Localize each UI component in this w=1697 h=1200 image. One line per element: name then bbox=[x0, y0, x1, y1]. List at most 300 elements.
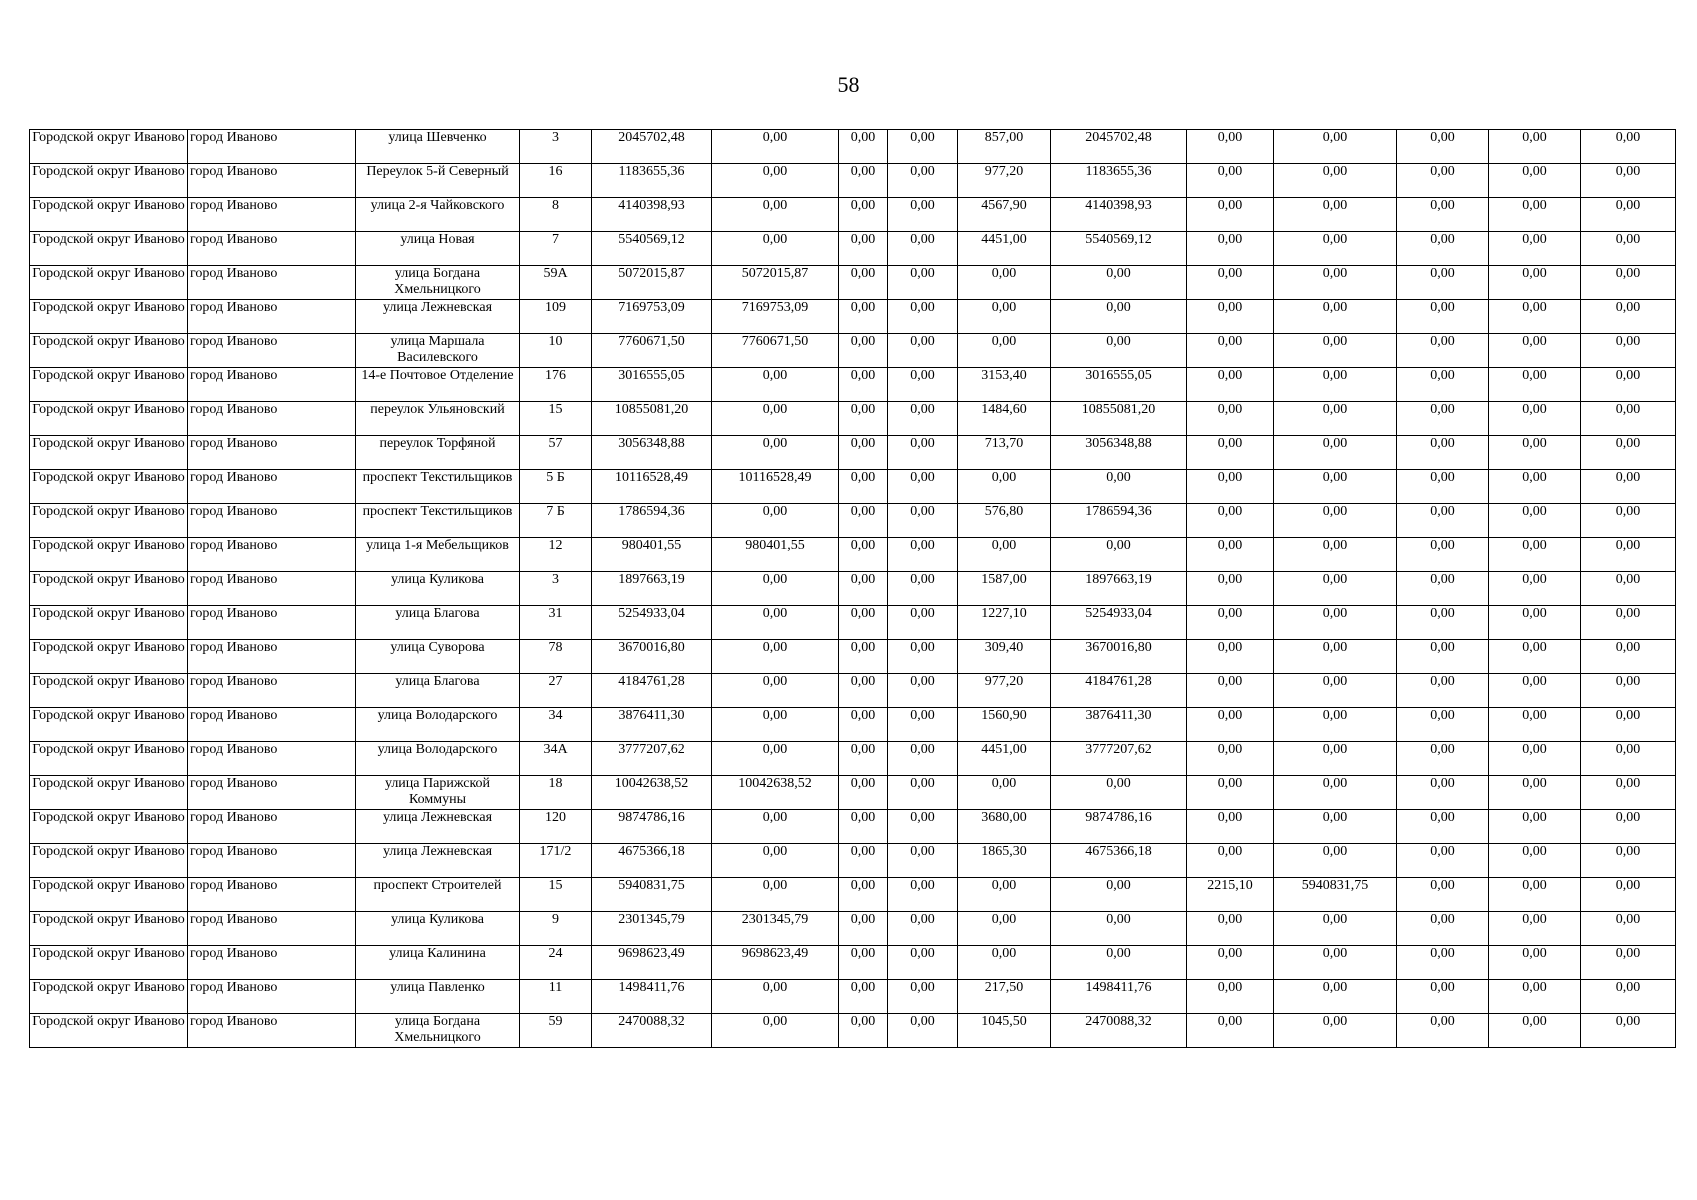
cell-house-number: 59 bbox=[520, 1014, 592, 1048]
cell-col-10-value: 0,00 bbox=[1051, 878, 1187, 912]
cell-col-14-value: 0,00 bbox=[1489, 572, 1581, 606]
cell-municipality: Городской округ Иваново bbox=[30, 844, 188, 878]
cell-col-7-value: 0,00 bbox=[839, 776, 888, 810]
page-number: 58 bbox=[837, 72, 860, 97]
cell-col-11-value: 0,00 bbox=[1187, 368, 1274, 402]
cell-col-6-value: 2301345,79 bbox=[712, 912, 839, 946]
cell-col-15-value: 0,00 bbox=[1581, 266, 1676, 300]
cell-col-12-value: 0,00 bbox=[1274, 776, 1397, 810]
cell-col-13-value: 0,00 bbox=[1397, 572, 1489, 606]
cell-col-13-value: 0,00 bbox=[1397, 232, 1489, 266]
table-row bbox=[30, 504, 1676, 538]
cell-col-12-value: 0,00 bbox=[1274, 130, 1397, 164]
table-row bbox=[30, 844, 1676, 878]
cell-col-6-value: 0,00 bbox=[712, 708, 839, 742]
cell-total-cost: 1183655,36 bbox=[592, 164, 712, 198]
cell-area: 576,80 bbox=[958, 504, 1051, 538]
table-row bbox=[30, 1014, 1676, 1048]
cell-col-13-value: 0,00 bbox=[1397, 946, 1489, 980]
cell-col-6-value: 0,00 bbox=[712, 436, 839, 470]
table-row bbox=[30, 674, 1676, 708]
cell-col-8-value: 0,00 bbox=[888, 504, 958, 538]
cell-settlement: город Иваново bbox=[188, 266, 356, 300]
cell-settlement: город Иваново bbox=[188, 776, 356, 810]
cell-col-7-value: 0,00 bbox=[839, 300, 888, 334]
cell-col-11-value: 0,00 bbox=[1187, 402, 1274, 436]
cell-col-10-value: 1498411,76 bbox=[1051, 980, 1187, 1014]
cell-street: улица 1-я Мебельщиков bbox=[356, 538, 520, 572]
cell-col-7-value: 0,00 bbox=[839, 708, 888, 742]
cell-col-8-value: 0,00 bbox=[888, 470, 958, 504]
cell-col-10-value: 3777207,62 bbox=[1051, 742, 1187, 776]
cell-settlement: город Иваново bbox=[188, 946, 356, 980]
cell-street: Переулок 5-й Северный bbox=[356, 164, 520, 198]
cell-col-11-value: 0,00 bbox=[1187, 538, 1274, 572]
cell-col-8-value: 0,00 bbox=[888, 538, 958, 572]
cell-house-number: 7 bbox=[520, 232, 592, 266]
cell-settlement: город Иваново bbox=[188, 198, 356, 232]
cell-col-8-value: 0,00 bbox=[888, 368, 958, 402]
cell-street: улица Новая bbox=[356, 232, 520, 266]
cell-col-12-value: 0,00 bbox=[1274, 912, 1397, 946]
cell-settlement: город Иваново bbox=[188, 436, 356, 470]
cell-street: улица Володарского bbox=[356, 742, 520, 776]
cell-area: 713,70 bbox=[958, 436, 1051, 470]
table-row bbox=[30, 538, 1676, 572]
cell-municipality: Городской округ Иваново bbox=[30, 198, 188, 232]
cell-col-13-value: 0,00 bbox=[1397, 1014, 1489, 1048]
cell-col-12-value: 0,00 bbox=[1274, 164, 1397, 198]
cell-col-10-value: 5254933,04 bbox=[1051, 606, 1187, 640]
cell-settlement: город Иваново bbox=[188, 232, 356, 266]
cell-street: улица Богдана Хмельницкого bbox=[356, 266, 520, 300]
cell-municipality: Городской округ Иваново bbox=[30, 1014, 188, 1048]
cell-street: улица Калинина bbox=[356, 946, 520, 980]
cell-col-12-value: 0,00 bbox=[1274, 980, 1397, 1014]
cell-settlement: город Иваново bbox=[188, 606, 356, 640]
cell-area: 977,20 bbox=[958, 674, 1051, 708]
cell-settlement: город Иваново bbox=[188, 334, 356, 368]
cell-col-13-value: 0,00 bbox=[1397, 402, 1489, 436]
cell-street: улица Куликова bbox=[356, 572, 520, 606]
cell-col-10-value: 0,00 bbox=[1051, 470, 1187, 504]
cell-col-8-value: 0,00 bbox=[888, 266, 958, 300]
cell-area: 0,00 bbox=[958, 912, 1051, 946]
cell-settlement: город Иваново bbox=[188, 164, 356, 198]
cell-col-14-value: 0,00 bbox=[1489, 402, 1581, 436]
table-row bbox=[30, 708, 1676, 742]
cell-col-15-value: 0,00 bbox=[1581, 912, 1676, 946]
cell-area: 4567,90 bbox=[958, 198, 1051, 232]
cell-col-7-value: 0,00 bbox=[839, 368, 888, 402]
cell-settlement: город Иваново bbox=[188, 878, 356, 912]
cell-col-15-value: 0,00 bbox=[1581, 810, 1676, 844]
cell-col-10-value: 2470088,32 bbox=[1051, 1014, 1187, 1048]
cell-municipality: Городской округ Иваново bbox=[30, 946, 188, 980]
cell-house-number: 12 bbox=[520, 538, 592, 572]
cell-col-12-value: 0,00 bbox=[1274, 1014, 1397, 1048]
cell-col-6-value: 0,00 bbox=[712, 164, 839, 198]
cell-col-7-value: 0,00 bbox=[839, 572, 888, 606]
cell-col-15-value: 0,00 bbox=[1581, 198, 1676, 232]
cell-col-8-value: 0,00 bbox=[888, 742, 958, 776]
cell-street: улица Благова bbox=[356, 674, 520, 708]
cell-col-8-value: 0,00 bbox=[888, 912, 958, 946]
cell-col-6-value: 980401,55 bbox=[712, 538, 839, 572]
cell-col-6-value: 7169753,09 bbox=[712, 300, 839, 334]
cell-municipality: Городской округ Иваново bbox=[30, 368, 188, 402]
cell-house-number: 31 bbox=[520, 606, 592, 640]
cell-col-15-value: 0,00 bbox=[1581, 844, 1676, 878]
cell-total-cost: 10116528,49 bbox=[592, 470, 712, 504]
cell-municipality: Городской округ Иваново bbox=[30, 912, 188, 946]
cell-col-13-value: 0,00 bbox=[1397, 674, 1489, 708]
cell-col-14-value: 0,00 bbox=[1489, 980, 1581, 1014]
cell-col-14-value: 0,00 bbox=[1489, 232, 1581, 266]
cell-col-11-value: 0,00 bbox=[1187, 980, 1274, 1014]
cell-col-6-value: 0,00 bbox=[712, 572, 839, 606]
cell-col-8-value: 0,00 bbox=[888, 708, 958, 742]
cell-house-number: 78 bbox=[520, 640, 592, 674]
cell-municipality: Городской округ Иваново bbox=[30, 504, 188, 538]
cell-col-7-value: 0,00 bbox=[839, 130, 888, 164]
cell-area: 1560,90 bbox=[958, 708, 1051, 742]
cell-municipality: Городской округ Иваново bbox=[30, 980, 188, 1014]
cell-col-7-value: 0,00 bbox=[839, 980, 888, 1014]
cell-col-10-value: 1183655,36 bbox=[1051, 164, 1187, 198]
table-row bbox=[30, 776, 1676, 810]
cell-street: проспект Текстильщиков bbox=[356, 470, 520, 504]
cell-col-13-value: 0,00 bbox=[1397, 436, 1489, 470]
cell-col-11-value: 2215,10 bbox=[1187, 878, 1274, 912]
cell-municipality: Городской округ Иваново bbox=[30, 606, 188, 640]
cell-municipality: Городской округ Иваново bbox=[30, 402, 188, 436]
cell-col-10-value: 0,00 bbox=[1051, 334, 1187, 368]
table-row bbox=[30, 266, 1676, 300]
cell-col-12-value: 0,00 bbox=[1274, 606, 1397, 640]
cell-municipality: Городской округ Иваново bbox=[30, 708, 188, 742]
cell-house-number: 171/2 bbox=[520, 844, 592, 878]
cell-street: улица 2-я Чайковского bbox=[356, 198, 520, 232]
cell-col-11-value: 0,00 bbox=[1187, 810, 1274, 844]
cell-street: улица Маршала Василевского bbox=[356, 334, 520, 368]
cell-col-6-value: 0,00 bbox=[712, 674, 839, 708]
cell-settlement: город Иваново bbox=[188, 504, 356, 538]
cell-settlement: город Иваново bbox=[188, 300, 356, 334]
cell-col-10-value: 3016555,05 bbox=[1051, 368, 1187, 402]
table-row bbox=[30, 164, 1676, 198]
cell-col-8-value: 0,00 bbox=[888, 640, 958, 674]
cell-col-8-value: 0,00 bbox=[888, 878, 958, 912]
cell-col-8-value: 0,00 bbox=[888, 776, 958, 810]
cell-settlement: город Иваново bbox=[188, 402, 356, 436]
cell-municipality: Городской округ Иваново bbox=[30, 130, 188, 164]
cell-total-cost: 3056348,88 bbox=[592, 436, 712, 470]
cell-col-8-value: 0,00 bbox=[888, 844, 958, 878]
cell-settlement: город Иваново bbox=[188, 1014, 356, 1048]
cell-municipality: Городской округ Иваново bbox=[30, 232, 188, 266]
cell-col-7-value: 0,00 bbox=[839, 164, 888, 198]
cell-col-13-value: 0,00 bbox=[1397, 504, 1489, 538]
cell-area: 4451,00 bbox=[958, 232, 1051, 266]
cell-col-14-value: 0,00 bbox=[1489, 300, 1581, 334]
table-row bbox=[30, 300, 1676, 334]
cell-col-7-value: 0,00 bbox=[839, 402, 888, 436]
cell-col-13-value: 0,00 bbox=[1397, 164, 1489, 198]
cell-col-15-value: 0,00 bbox=[1581, 436, 1676, 470]
cell-col-8-value: 0,00 bbox=[888, 810, 958, 844]
cell-col-14-value: 0,00 bbox=[1489, 878, 1581, 912]
cell-area: 0,00 bbox=[958, 300, 1051, 334]
cell-house-number: 34А bbox=[520, 742, 592, 776]
cell-col-7-value: 0,00 bbox=[839, 232, 888, 266]
cell-street: 14-е Почтовое Отделение bbox=[356, 368, 520, 402]
cell-col-6-value: 7760671,50 bbox=[712, 334, 839, 368]
cell-col-12-value: 0,00 bbox=[1274, 436, 1397, 470]
cell-col-15-value: 0,00 bbox=[1581, 470, 1676, 504]
cell-area: 0,00 bbox=[958, 946, 1051, 980]
cell-col-13-value: 0,00 bbox=[1397, 300, 1489, 334]
cell-col-15-value: 0,00 bbox=[1581, 572, 1676, 606]
cell-col-15-value: 0,00 bbox=[1581, 674, 1676, 708]
cell-area: 1227,10 bbox=[958, 606, 1051, 640]
cell-col-13-value: 0,00 bbox=[1397, 912, 1489, 946]
cell-total-cost: 5254933,04 bbox=[592, 606, 712, 640]
cell-col-8-value: 0,00 bbox=[888, 334, 958, 368]
cell-total-cost: 7169753,09 bbox=[592, 300, 712, 334]
cell-col-13-value: 0,00 bbox=[1397, 198, 1489, 232]
cell-col-13-value: 0,00 bbox=[1397, 470, 1489, 504]
cell-municipality: Городской округ Иваново bbox=[30, 334, 188, 368]
cell-settlement: город Иваново bbox=[188, 912, 356, 946]
registry-table bbox=[29, 129, 1676, 1048]
table-row bbox=[30, 402, 1676, 436]
cell-house-number: 15 bbox=[520, 402, 592, 436]
cell-settlement: город Иваново bbox=[188, 980, 356, 1014]
cell-settlement: город Иваново bbox=[188, 640, 356, 674]
table-row bbox=[30, 980, 1676, 1014]
cell-col-11-value: 0,00 bbox=[1187, 470, 1274, 504]
cell-col-8-value: 0,00 bbox=[888, 674, 958, 708]
cell-area: 0,00 bbox=[958, 334, 1051, 368]
cell-col-11-value: 0,00 bbox=[1187, 742, 1274, 776]
cell-col-12-value: 0,00 bbox=[1274, 470, 1397, 504]
table-row bbox=[30, 470, 1676, 504]
table-body bbox=[30, 130, 1676, 1048]
cell-house-number: 24 bbox=[520, 946, 592, 980]
cell-col-15-value: 0,00 bbox=[1581, 742, 1676, 776]
cell-col-6-value: 0,00 bbox=[712, 980, 839, 1014]
cell-street: улица Богдана Хмельницкого bbox=[356, 1014, 520, 1048]
cell-area: 309,40 bbox=[958, 640, 1051, 674]
cell-area: 0,00 bbox=[958, 878, 1051, 912]
cell-col-14-value: 0,00 bbox=[1489, 844, 1581, 878]
cell-col-14-value: 0,00 bbox=[1489, 776, 1581, 810]
cell-col-13-value: 0,00 bbox=[1397, 130, 1489, 164]
cell-municipality: Городской округ Иваново bbox=[30, 538, 188, 572]
cell-house-number: 120 bbox=[520, 810, 592, 844]
cell-col-12-value: 0,00 bbox=[1274, 674, 1397, 708]
cell-col-15-value: 0,00 bbox=[1581, 606, 1676, 640]
cell-col-11-value: 0,00 bbox=[1187, 334, 1274, 368]
cell-col-8-value: 0,00 bbox=[888, 130, 958, 164]
cell-col-7-value: 0,00 bbox=[839, 198, 888, 232]
cell-col-11-value: 0,00 bbox=[1187, 266, 1274, 300]
cell-col-11-value: 0,00 bbox=[1187, 436, 1274, 470]
cell-house-number: 3 bbox=[520, 572, 592, 606]
cell-col-12-value: 0,00 bbox=[1274, 844, 1397, 878]
cell-col-10-value: 9874786,16 bbox=[1051, 810, 1187, 844]
cell-total-cost: 9874786,16 bbox=[592, 810, 712, 844]
cell-street: переулок Торфяной bbox=[356, 436, 520, 470]
cell-col-15-value: 0,00 bbox=[1581, 878, 1676, 912]
cell-col-13-value: 0,00 bbox=[1397, 810, 1489, 844]
cell-col-12-value: 0,00 bbox=[1274, 946, 1397, 980]
cell-house-number: 16 bbox=[520, 164, 592, 198]
cell-col-7-value: 0,00 bbox=[839, 538, 888, 572]
cell-total-cost: 1786594,36 bbox=[592, 504, 712, 538]
cell-col-14-value: 0,00 bbox=[1489, 504, 1581, 538]
cell-house-number: 34 bbox=[520, 708, 592, 742]
cell-total-cost: 3016555,05 bbox=[592, 368, 712, 402]
cell-street: улица Лежневская bbox=[356, 844, 520, 878]
table-row bbox=[30, 742, 1676, 776]
cell-col-6-value: 0,00 bbox=[712, 130, 839, 164]
cell-col-14-value: 0,00 bbox=[1489, 810, 1581, 844]
cell-col-15-value: 0,00 bbox=[1581, 300, 1676, 334]
table-row bbox=[30, 130, 1676, 164]
cell-street: проспект Текстильщиков bbox=[356, 504, 520, 538]
cell-col-14-value: 0,00 bbox=[1489, 436, 1581, 470]
cell-col-14-value: 0,00 bbox=[1489, 470, 1581, 504]
cell-col-7-value: 0,00 bbox=[839, 334, 888, 368]
cell-area: 977,20 bbox=[958, 164, 1051, 198]
cell-total-cost: 2470088,32 bbox=[592, 1014, 712, 1048]
cell-col-6-value: 0,00 bbox=[712, 810, 839, 844]
cell-total-cost: 1498411,76 bbox=[592, 980, 712, 1014]
cell-col-12-value: 0,00 bbox=[1274, 810, 1397, 844]
cell-col-11-value: 0,00 bbox=[1187, 164, 1274, 198]
cell-col-6-value: 0,00 bbox=[712, 402, 839, 436]
cell-settlement: город Иваново bbox=[188, 130, 356, 164]
table-row bbox=[30, 232, 1676, 266]
cell-col-12-value: 0,00 bbox=[1274, 640, 1397, 674]
cell-col-14-value: 0,00 bbox=[1489, 946, 1581, 980]
cell-municipality: Городской округ Иваново bbox=[30, 640, 188, 674]
cell-total-cost: 7760671,50 bbox=[592, 334, 712, 368]
cell-street: улица Шевченко bbox=[356, 130, 520, 164]
cell-col-8-value: 0,00 bbox=[888, 572, 958, 606]
cell-col-13-value: 0,00 bbox=[1397, 844, 1489, 878]
cell-col-11-value: 0,00 bbox=[1187, 674, 1274, 708]
cell-street: переулок Ульяновский bbox=[356, 402, 520, 436]
cell-total-cost: 4140398,93 bbox=[592, 198, 712, 232]
cell-col-10-value: 1786594,36 bbox=[1051, 504, 1187, 538]
table-row bbox=[30, 572, 1676, 606]
cell-total-cost: 5940831,75 bbox=[592, 878, 712, 912]
cell-col-10-value: 4675366,18 bbox=[1051, 844, 1187, 878]
cell-col-14-value: 0,00 bbox=[1489, 912, 1581, 946]
cell-col-11-value: 0,00 bbox=[1187, 708, 1274, 742]
cell-col-11-value: 0,00 bbox=[1187, 130, 1274, 164]
cell-col-14-value: 0,00 bbox=[1489, 164, 1581, 198]
cell-col-15-value: 0,00 bbox=[1581, 538, 1676, 572]
cell-col-15-value: 0,00 bbox=[1581, 640, 1676, 674]
cell-col-15-value: 0,00 bbox=[1581, 334, 1676, 368]
table-row bbox=[30, 640, 1676, 674]
cell-area: 0,00 bbox=[958, 470, 1051, 504]
cell-col-12-value: 0,00 bbox=[1274, 572, 1397, 606]
cell-col-15-value: 0,00 bbox=[1581, 980, 1676, 1014]
cell-col-10-value: 0,00 bbox=[1051, 946, 1187, 980]
cell-col-14-value: 0,00 bbox=[1489, 640, 1581, 674]
cell-col-12-value: 0,00 bbox=[1274, 300, 1397, 334]
cell-house-number: 59А bbox=[520, 266, 592, 300]
table-row bbox=[30, 912, 1676, 946]
cell-col-10-value: 3056348,88 bbox=[1051, 436, 1187, 470]
cell-col-14-value: 0,00 bbox=[1489, 742, 1581, 776]
cell-col-7-value: 0,00 bbox=[839, 504, 888, 538]
cell-total-cost: 10042638,52 bbox=[592, 776, 712, 810]
table-row bbox=[30, 606, 1676, 640]
cell-col-8-value: 0,00 bbox=[888, 164, 958, 198]
cell-total-cost: 5072015,87 bbox=[592, 266, 712, 300]
cell-municipality: Городской округ Иваново bbox=[30, 164, 188, 198]
cell-col-12-value: 0,00 bbox=[1274, 708, 1397, 742]
cell-settlement: город Иваново bbox=[188, 538, 356, 572]
cell-total-cost: 980401,55 bbox=[592, 538, 712, 572]
cell-municipality: Городской округ Иваново bbox=[30, 572, 188, 606]
cell-col-7-value: 0,00 bbox=[839, 912, 888, 946]
cell-col-12-value: 0,00 bbox=[1274, 232, 1397, 266]
cell-col-8-value: 0,00 bbox=[888, 980, 958, 1014]
cell-total-cost: 9698623,49 bbox=[592, 946, 712, 980]
cell-total-cost: 2045702,48 bbox=[592, 130, 712, 164]
cell-col-11-value: 0,00 bbox=[1187, 912, 1274, 946]
cell-col-13-value: 0,00 bbox=[1397, 606, 1489, 640]
cell-col-15-value: 0,00 bbox=[1581, 1014, 1676, 1048]
table-row bbox=[30, 810, 1676, 844]
cell-col-11-value: 0,00 bbox=[1187, 1014, 1274, 1048]
cell-settlement: город Иваново bbox=[188, 810, 356, 844]
cell-area: 0,00 bbox=[958, 776, 1051, 810]
cell-col-15-value: 0,00 bbox=[1581, 776, 1676, 810]
cell-col-13-value: 0,00 bbox=[1397, 776, 1489, 810]
cell-col-15-value: 0,00 bbox=[1581, 368, 1676, 402]
cell-area: 1865,30 bbox=[958, 844, 1051, 878]
cell-col-10-value: 0,00 bbox=[1051, 266, 1187, 300]
cell-street: улица Павленко bbox=[356, 980, 520, 1014]
table-row bbox=[30, 368, 1676, 402]
cell-col-7-value: 0,00 bbox=[839, 640, 888, 674]
cell-col-6-value: 5072015,87 bbox=[712, 266, 839, 300]
table-row bbox=[30, 436, 1676, 470]
cell-col-10-value: 5540569,12 bbox=[1051, 232, 1187, 266]
cell-area: 1587,00 bbox=[958, 572, 1051, 606]
cell-house-number: 57 bbox=[520, 436, 592, 470]
cell-col-6-value: 0,00 bbox=[712, 1014, 839, 1048]
cell-settlement: город Иваново bbox=[188, 572, 356, 606]
cell-col-10-value: 2045702,48 bbox=[1051, 130, 1187, 164]
cell-area: 857,00 bbox=[958, 130, 1051, 164]
cell-col-13-value: 0,00 bbox=[1397, 980, 1489, 1014]
cell-col-12-value: 0,00 bbox=[1274, 402, 1397, 436]
cell-col-11-value: 0,00 bbox=[1187, 946, 1274, 980]
cell-house-number: 10 bbox=[520, 334, 592, 368]
cell-house-number: 11 bbox=[520, 980, 592, 1014]
cell-col-13-value: 0,00 bbox=[1397, 742, 1489, 776]
cell-col-7-value: 0,00 bbox=[839, 742, 888, 776]
